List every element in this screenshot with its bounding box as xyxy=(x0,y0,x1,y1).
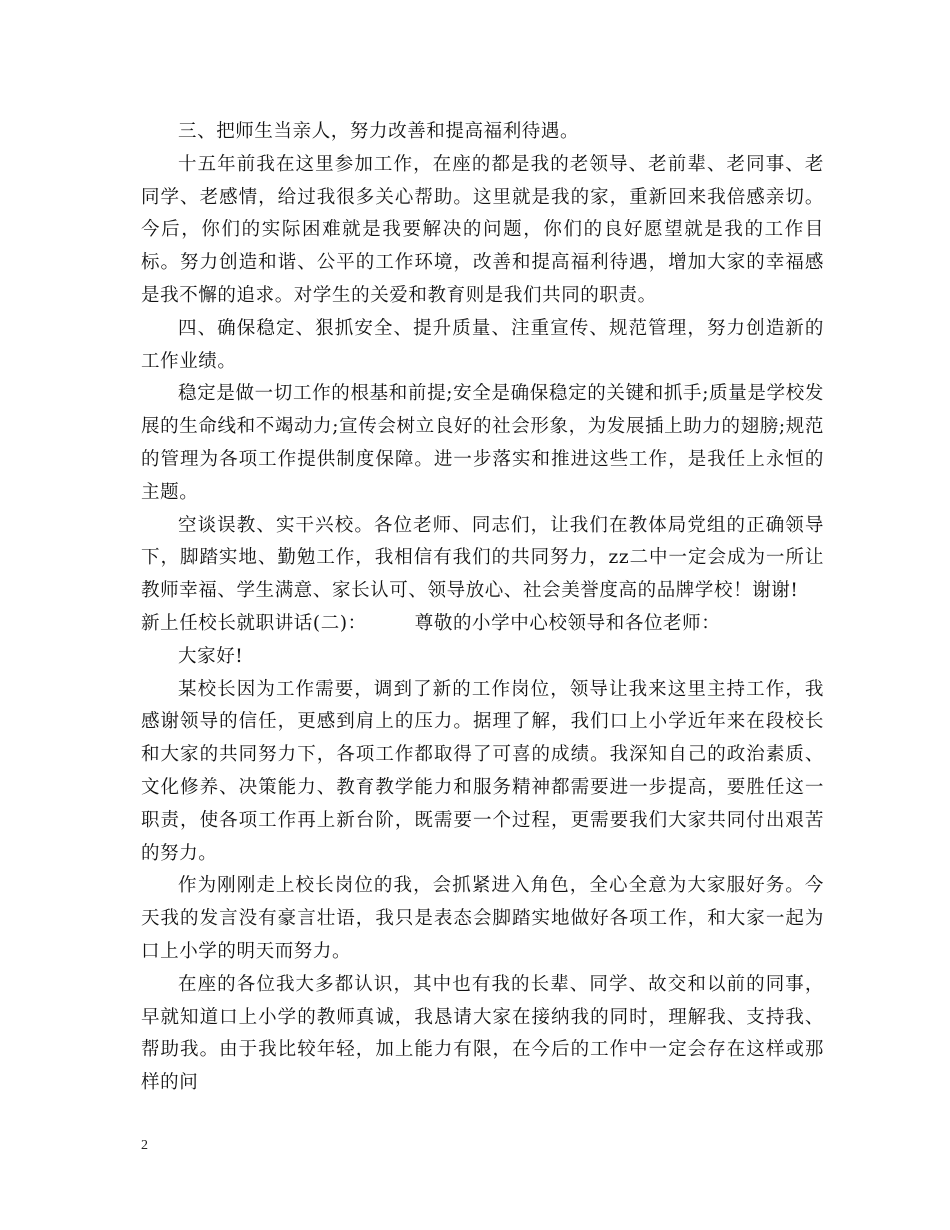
paragraph: 大家好! xyxy=(178,645,244,667)
salutation: 尊敬的小学中心校领导和各位老师： xyxy=(414,612,721,634)
page-number: 2 xyxy=(141,1138,148,1153)
section-heading-line xyxy=(141,608,824,641)
body-text xyxy=(141,116,824,1100)
paragraph: 三、把师生当亲人，努力改善和提高福利待遇。 xyxy=(178,121,580,142)
paragraph: 某校长因为工作需要，调到了新的工作岗位，领导让我来这里主持工作，我感谢领导的信任，更感到肩上的压力。据理了解，我们口上小学近年来在段校长和大家的共同努力下，各项工作都取得了可喜的成绩。我深知自己的政治素质、文化修养、决策能力、教育教学能力和服务精神都需要进一步提高，要胜任这一职责，使各项工作再上新台阶，既需要一个过程，更需要我们大家共同付出艰苦的努力。 xyxy=(141,678,824,864)
paragraph: 作为刚刚走上校长岗位的我，会抓紧进入角色，全心全意为大家服好务。今天我的发言没有豪言壮语，我只是表态会脚踏实地做好各项工作，和大家一起为口上小学的明天而努力。 xyxy=(141,875,824,962)
paragraph: 在座的各位我大多都认识，其中也有我的长辈、同学、故交和以前的同事，早就知道口上小学的教师真诚，我恳请大家在接纳我的同时，理解我、支持我、帮助我。由于我比较年轻，加上能力有限，在今后的工作中一定会存在这样或那样的问 xyxy=(141,973,824,1094)
paragraph: 四、确保稳定、狠抓安全、提升质量、注重宣传、规范管理，努力创造新的工作业绩。 xyxy=(141,317,824,372)
paragraph: 十五年前我在这里参加工作，在座的都是我的老领导、老前辈、老同事、老同学、老感情，给过我很多关心帮助。这里就是我的家，重新回来我倍感亲切。今后，你们的实际困难就是我要解决的问题，你们的良好愿望就是我的工作目标。努力创造和谐、公平的工作环境，改善和提高福利待遇，增加大家的幸福感是我不懈的追求。对学生的关爱和教育则是我们共同的职责。 xyxy=(141,153,824,306)
paragraph: 稳定是做一切工作的根基和前提;安全是确保稳定的关键和抓手;质量是学校发展的生命线和不竭动力;宣传会树立良好的社会形象，为发展插上助力的翅膀;规范的管理为各项工作提供制度保障。进一步落实和推进这些工作，是我任上永恒的主题。 xyxy=(141,383,824,503)
section-title: 新上任校长就职讲话(二)： xyxy=(141,612,367,634)
paragraph: 空谈误教、实干兴校。各位老师、同志们，让我们在教体局党组的正确领导下，脚踏实地、勤勉工作，我相信有我们的共同努力，zz二中一定会成为一所让教师幸福、学生满意、家长认可、领导放心、社会美誉度高的品牌学校！谢谢! xyxy=(141,514,824,602)
